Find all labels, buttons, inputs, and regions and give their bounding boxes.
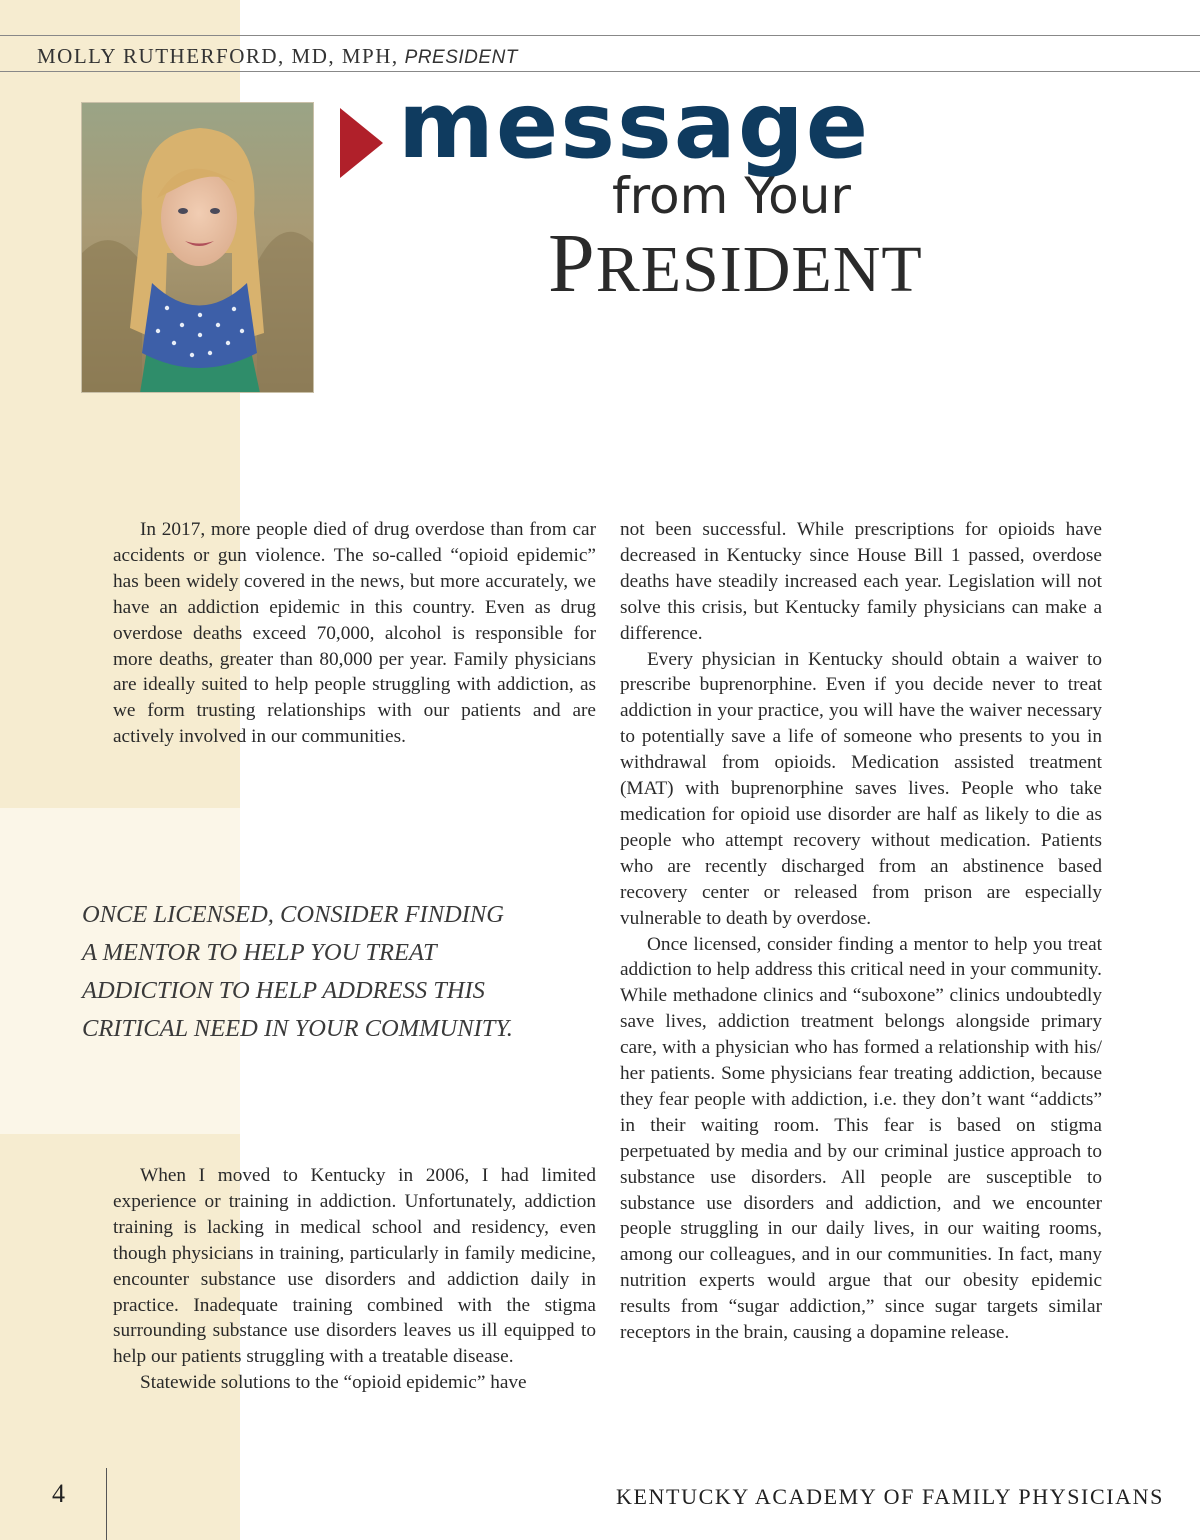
pull-quote-line: ONCE LICENSED, CONSIDER FINDING — [82, 901, 504, 928]
pull-quote-line: A MENTOR TO HELP YOU TREAT — [82, 939, 437, 966]
pull-quote — [82, 896, 542, 1048]
title-president-initial: P — [548, 217, 596, 310]
title-arrow-icon — [340, 108, 383, 178]
title-president-rest: RESIDENT — [595, 233, 923, 306]
author-byline — [37, 44, 518, 69]
body-column-right — [620, 517, 1102, 1346]
body-paragraph: Every physician in Kentucky should obtain a waiver to prescribe buprenorphine. Even if you decide never to treat addiction in your practice, you will have the waiver necessary to potentially save a life of someone who presents to you in withdrawal from opioids. Medication assisted treatment (MAT) with buprenorphine saves lives. People who take medication for opioid use disorder are half as likely to die as people who attempt recovery without medication. Patients who are recently discharged from an abstinence based recovery center or released from prison are especially vulnerable to death by overdose. — [620, 648, 1102, 929]
pull-quote-line: ADDICTION TO HELP ADDRESS THIS — [82, 977, 485, 1004]
pull-quote-line: CRITICAL NEED IN YOUR COMMUNITY. — [82, 1015, 513, 1042]
author-photo — [81, 102, 314, 393]
body-paragraph: In 2017, more people died of drug overdose than from car accidents or gun violence. The so-called “opioid epidemic” has been widely covered in the news, but more accurately, we have an addiction epidemic in this country. Even as drug overdose deaths exceed 70,000, alcohol is responsible for more deaths, greater than 80,000 per year. Family physicians are ideally suited to help people struggling with addiction, as we form trusting relationships with our patients and are actively involved in our communities. — [113, 519, 596, 748]
publication-name: KENTUCKY ACADEMY OF FAMILY PHYSICIANS — [616, 1484, 1164, 1509]
body-paragraph: Statewide solutions to the “opioid epidemic” have — [140, 1372, 527, 1394]
page-number: 4 — [52, 1479, 65, 1508]
title-from-your: from Your — [612, 167, 851, 225]
body-column-left-top — [113, 517, 596, 750]
author-role: PRESIDENT — [404, 47, 518, 68]
header-rule-top — [0, 35, 1200, 36]
body-paragraph-continued: not been successful. While prescriptions for opioids have decreased in Kentucky since House Bill 1 passed, overdose deaths have steadily increased each year. Legislation will not solve this crisis, but Kentucky family physicians can make a difference. — [620, 519, 1102, 644]
author-name: MOLLY RUTHERFORD, MD, MPH, — [37, 44, 399, 68]
body-paragraph: When I moved to Kentucky in 2006, I had limited experience or training in addiction. Unfortunately, addiction training is lacking in medical school and residency, even though physicians in training, particularly in family medicine, encounter substance use disorders and addiction daily in practice. Inadequate training combined with the stigma surrounding substance use disorders leaves us ill equipped to help our patients struggling with a treatable disease. — [113, 1165, 596, 1368]
title-message: message — [398, 72, 871, 179]
footer-divider — [106, 1468, 107, 1540]
body-paragraph: Once licensed, consider finding a mentor to help you treat addiction to help address this critical need in your community. While methadone clinics and “suboxone” clinics undoubtedly save lives, addiction treatment belongs alongside primary care, with a physician who has formed a relationship with his/ her patients. Some physicians fear treating addiction, because they fear people with addiction, i.e. they don’t want “addicts” in their waiting room. This fear is based on stigma perpetuated by media and by our criminal justice approach to substance use disorders. All people are susceptible to substance use disorders and addiction, and we encounter people struggling in our daily lives, in our waiting rooms, among our colleagues, and in our communities. In fact, many nutrition experts would argue that our obesity epidemic results from “sugar addiction,” since sugar targets similar receptors in the brain, causing a dopamine release. — [620, 933, 1102, 1344]
body-column-left-bottom — [113, 1163, 596, 1396]
title-president — [548, 217, 923, 310]
